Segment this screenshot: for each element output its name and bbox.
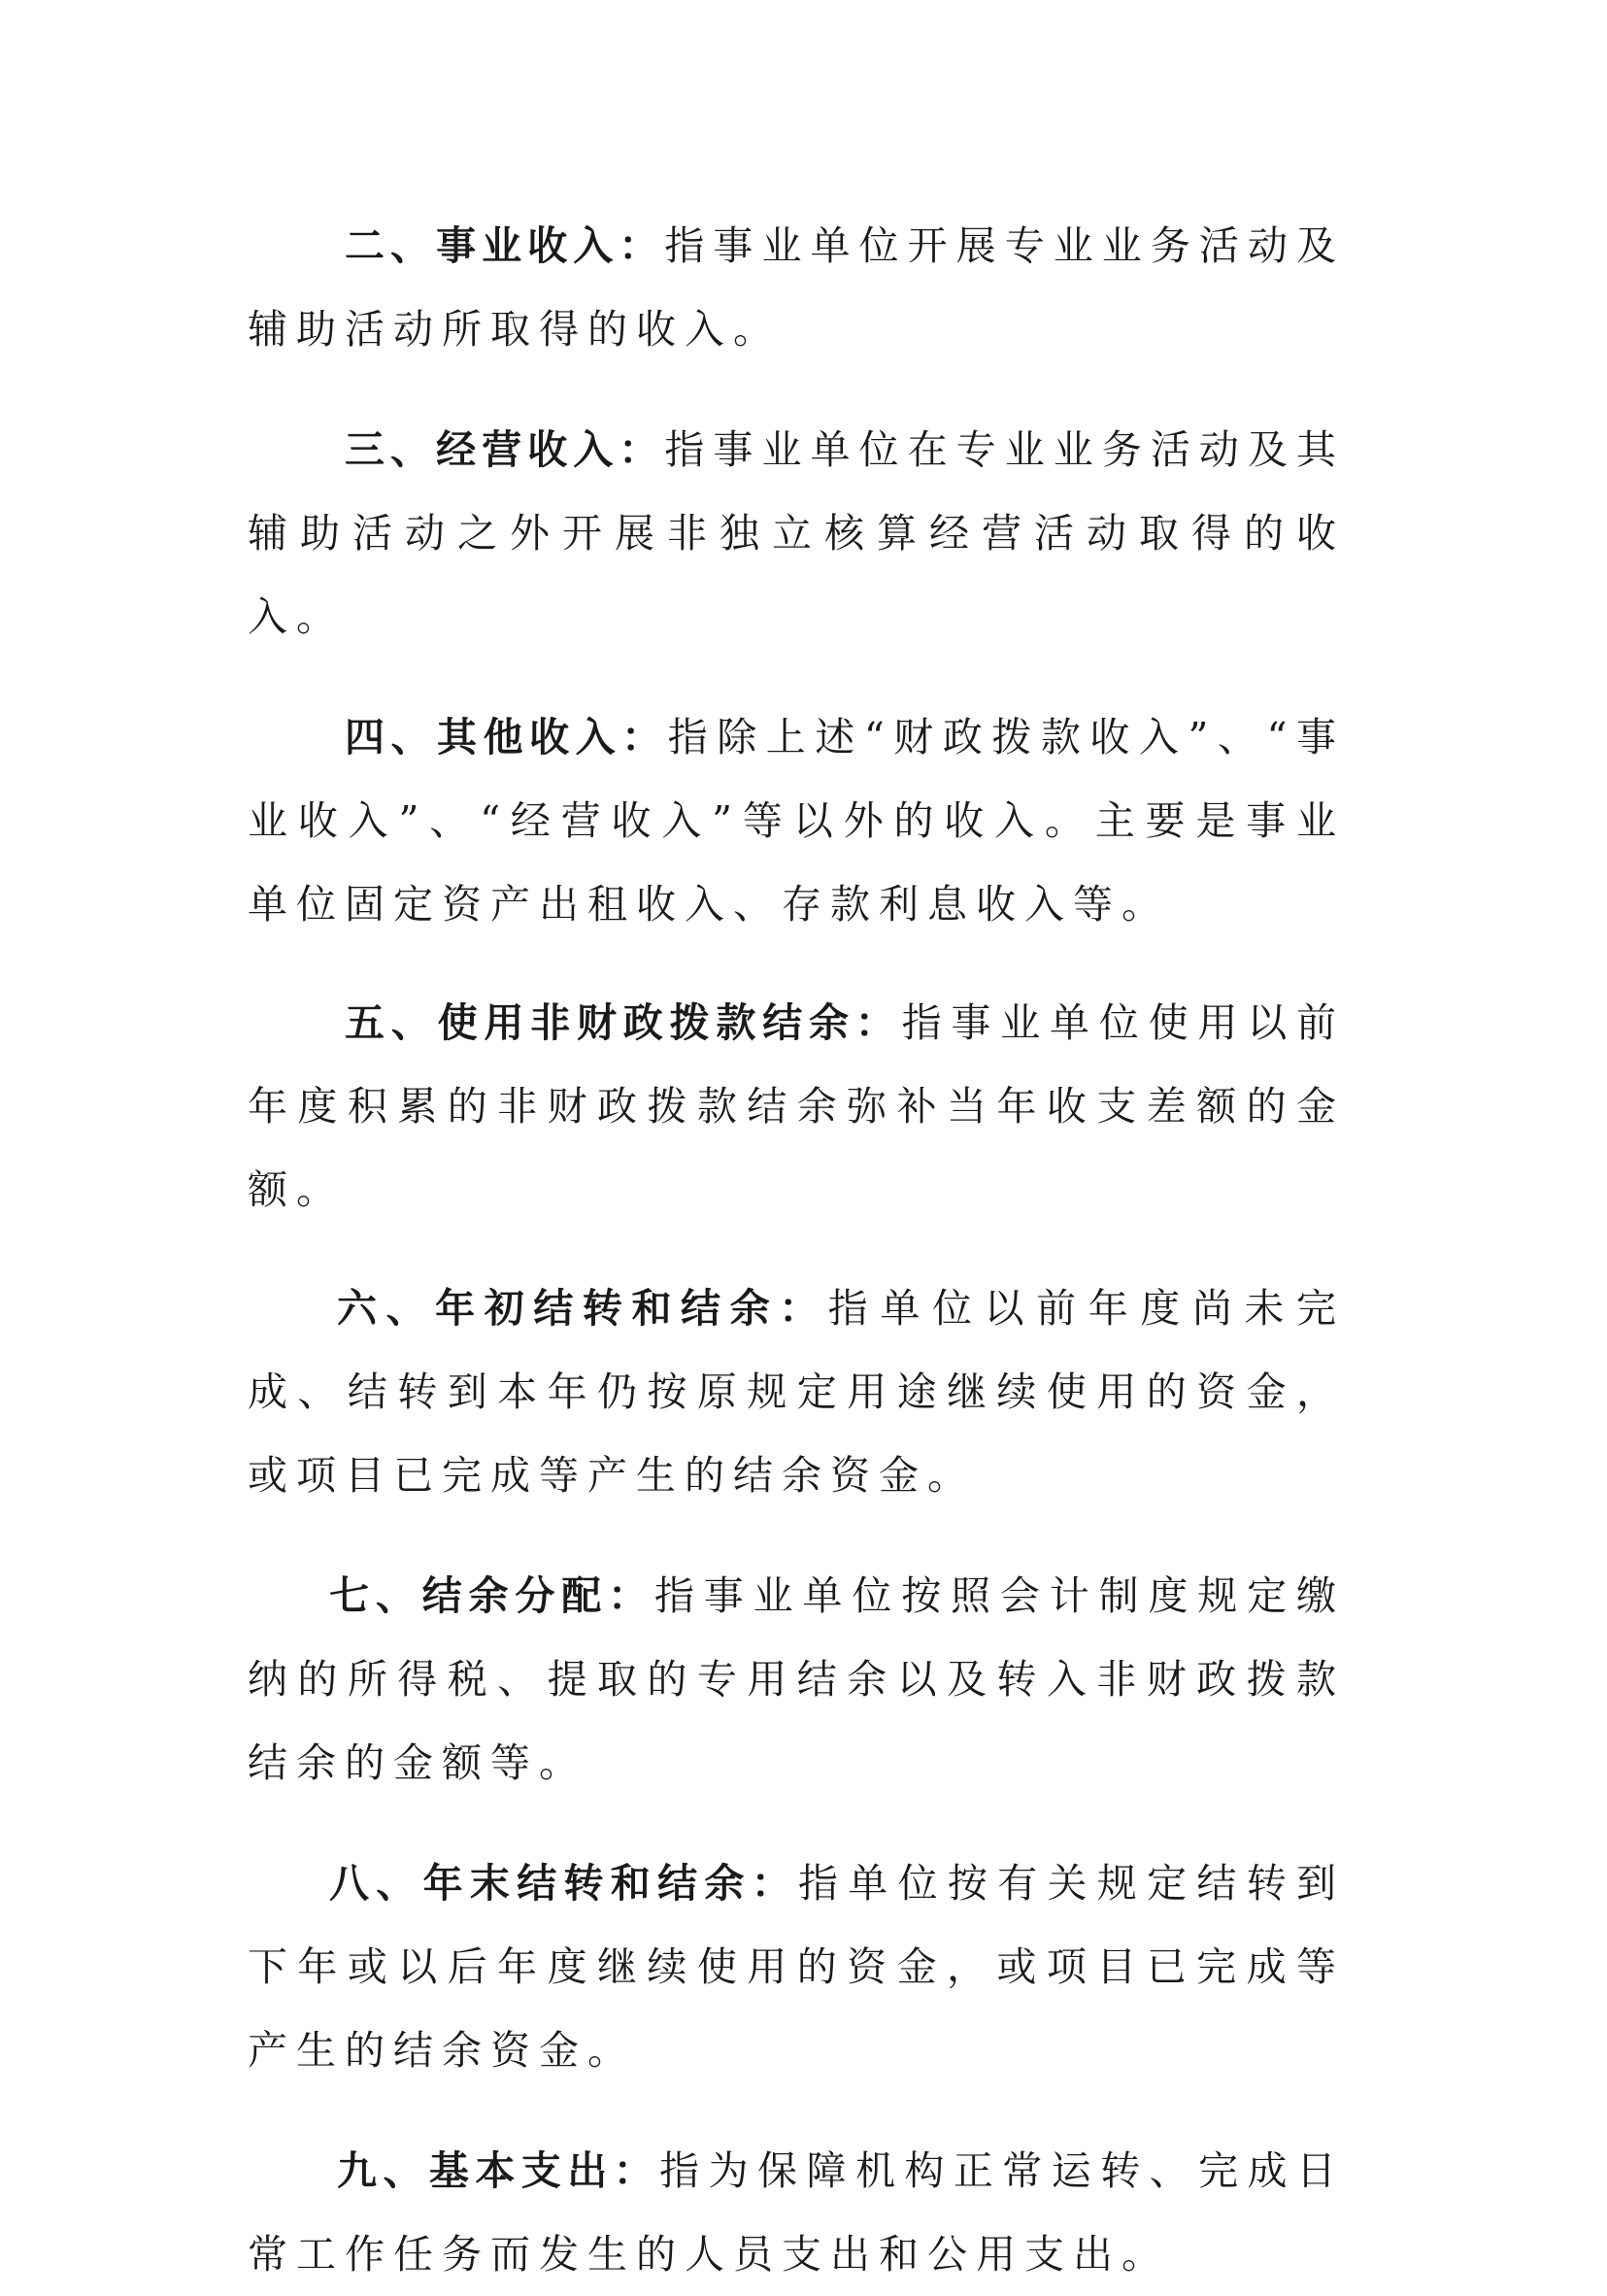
definition-text: 指事业单位在专业业务活动及其辅助活动之外开展非独立核算经营活动取得的收入。	[248, 426, 1346, 640]
definition-item	[248, 981, 1345, 1232]
definition-text: 指事业单位使用以前年度积累的非财政拨款结余弥补当年收支差额的金额。	[248, 999, 1346, 1213]
definition-text: 指事业单位开展专业业务活动及辅助活动所取得的收入。	[248, 222, 1346, 353]
definition-term: 六、年初结转和结余：	[337, 1285, 828, 1332]
definition-item	[248, 204, 1345, 371]
definition-term: 九、基本支出：	[337, 2147, 660, 2194]
definition-item	[248, 408, 1345, 658]
definition-term: 五、使用非财政拨款结余：	[345, 999, 902, 1046]
definition-term: 二、事业收入：	[345, 222, 665, 269]
definition-term: 七、结余分配：	[329, 1572, 654, 1619]
definition-text: 指为保障机构正常运转、完成日常工作任务而发生的人员支出和公用支出。	[248, 2147, 1346, 2278]
definition-item	[248, 695, 1345, 946]
definitions-list	[248, 204, 1345, 2296]
definition-term: 四、其他收入：	[345, 714, 668, 760]
definition-item	[248, 2129, 1345, 2296]
definition-term: 八、年末结转和结余：	[329, 1860, 798, 1907]
definition-text: 指单位按有关规定结转到下年或以后年度继续使用的资金，或项目已完成等产生的结余资金。	[248, 1860, 1345, 2074]
definition-text: 指单位以前年度尚未完成、结转到本年仍按原规定用途继续使用的资金，或项目已完成等产生的结余资金。	[248, 1285, 1346, 1499]
definition-item	[248, 1554, 1345, 1805]
definition-text: 指事业单位按照会计制度规定缴纳的所得税、提取的专用结余以及转入非财政拨款结余的金额等。	[248, 1572, 1346, 1786]
definition-term: 三、经营收入：	[345, 426, 665, 473]
definition-text: 指除上述“财政拨款收入”、“事业收入”、“经营收入”等以外的收入。主要是事业单位固定资产出租收入、存款利息收入等。	[248, 714, 1345, 928]
definition-item	[248, 1266, 1345, 1517]
definition-item	[248, 1841, 1345, 2092]
